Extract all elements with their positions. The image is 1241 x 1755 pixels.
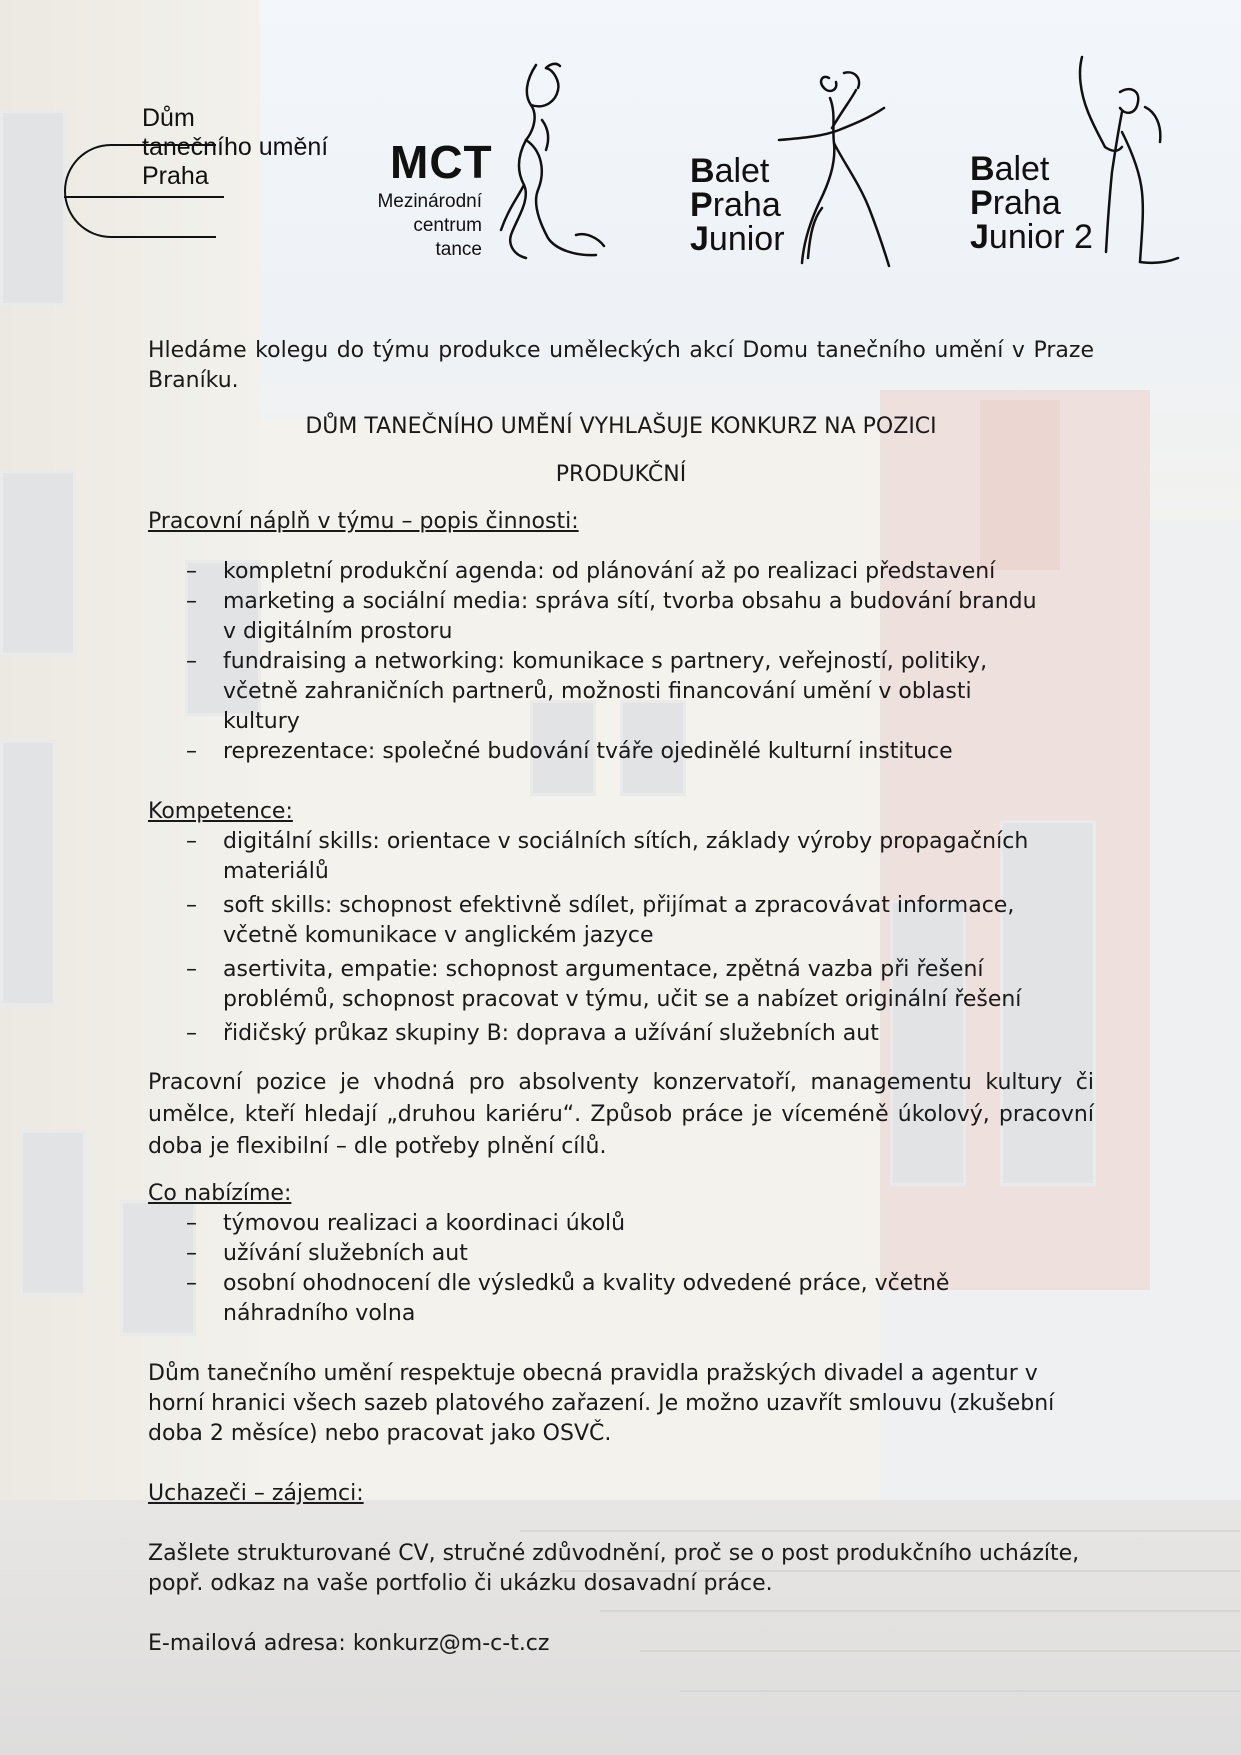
suitability-paragraph: Pracovní pozice je vhodná pro absolventy konzervatoří, managementu kultury či umělce, kteří hledají „druhou kariéru“. Způsob práce je víceméně úkolový, pracovní doba je flexibilní – dle potřeby plnění cílů.: [148, 1070, 1094, 1159]
dancer-sketch-icon: [774, 68, 909, 268]
bpj-logo-word2: Praha: [690, 186, 781, 224]
list-item: – užívání služebních aut: [148, 1239, 1038, 1269]
list-item: – osobní ohodnocení dle výsledků a kvality odvedené práce, včetně náhradního volna: [148, 1269, 1038, 1329]
duties-list: [148, 557, 1038, 767]
bpj2-logo-word2: Praha: [970, 184, 1061, 222]
duties-title: Pracovní náplň v týmu – popis činnosti:: [148, 509, 579, 534]
bpj-logo-word3: Junior: [690, 220, 785, 258]
list-item: – asertivita, empatie: schopnost argumentace, zpětná vazba při řešení problémů, schopnost pracovat v týmu, učit se a nabízet originální řešení: [148, 955, 1038, 1015]
intro-paragraph: Hledáme kolegu do týmu produkce uměleckých akcí Domu tanečního umění v Praze Braníku.: [148, 338, 1094, 393]
email-label: E-mailová adresa:: [148, 1631, 346, 1656]
mct-logo-line3: tance: [435, 239, 482, 260]
competence-list: [148, 827, 1038, 1049]
dtu-logo-line: [64, 196, 224, 198]
email-address[interactable]: konkurz@m-c-t.cz: [352, 1631, 550, 1656]
bpj2-logo: [970, 52, 1180, 267]
bpj-logo-word1: Balet: [690, 152, 770, 190]
heading-line2: PRODUKČNÍ: [555, 462, 687, 487]
dtu-logo-line3: Praha: [142, 162, 209, 190]
list-item: – fundraising a networking: komunikace s partnery, veřejností, politiky, včetně zahraničních partnerů, možnosti financování umění v oblasti kultury: [148, 647, 1038, 737]
email-line: [148, 1629, 1094, 1659]
list-item: – reprezentace: společné budování tváře ojedinělé kulturní instituce: [148, 737, 1038, 767]
heading-line1: DŮM TANEČNÍHO UMĚNÍ VYHLAŠUJE KONKURZ NA POZICI: [305, 414, 937, 439]
list-item: – řidičský průkaz skupiny B: doprava a užívání služebních aut: [148, 1019, 1038, 1049]
list-item: – kompletní produkční agenda: od plánování až po realizaci představení: [148, 557, 1038, 587]
mct-logo-line1: Mezinárodní: [377, 191, 482, 212]
list-item: – marketing a sociální media: správa sítí, tvorba obsahu a budování brandu v digitálním prostoru: [148, 587, 1038, 647]
mct-logo: [366, 60, 616, 270]
bpj2-logo-word1: Balet: [970, 150, 1050, 188]
mct-logo-line2: centrum: [413, 215, 482, 236]
list-item: – soft skills: schopnost efektivně sdílet, přijímat a zpracovávat informace, včetně komunikace v anglickém jazyce: [148, 891, 1038, 951]
dtu-logo-line2: tanečního umění: [142, 133, 329, 161]
competence-title: Kompetence:: [148, 799, 293, 824]
dtu-logo-line1: Dům: [142, 104, 195, 132]
list-item: – týmovou realizaci a koordinaci úkolů: [148, 1209, 1038, 1239]
bpj2-logo-word3: Junior 2: [970, 218, 1093, 256]
mct-logo-abbr: MCT: [390, 136, 493, 188]
dtu-logo: [64, 104, 344, 236]
instructions-paragraph: Zašlete strukturované CV, stručné zdůvodnění, proč se o post produkčního ucházíte, popř. odkaz na vaše portfolio či ukázku dosavadní práce.: [148, 1541, 1080, 1596]
bpj-logo: [690, 68, 910, 268]
announcement-body: [148, 336, 1094, 1659]
salary-paragraph: Dům tanečního umění respektuje obecná pravidla pražských divadel a agentur v horní hranici všech sazeb platového zařazení. Je možno uzavřít smlouvu (zkušební doba 2 měsíce) nebo pracovat jako OSVČ.: [148, 1361, 1055, 1446]
dancer-sketch-icon: [486, 60, 611, 270]
dancer-sketch-icon: [1060, 52, 1180, 267]
offer-list: [148, 1209, 1038, 1329]
list-item: – digitální skills: orientace v sociálních sítích, základy výroby propagačních materiálů: [148, 827, 1038, 887]
offer-title: Co nabízíme:: [148, 1181, 292, 1206]
applicants-title: Uchazeči – zájemci:: [148, 1481, 364, 1506]
